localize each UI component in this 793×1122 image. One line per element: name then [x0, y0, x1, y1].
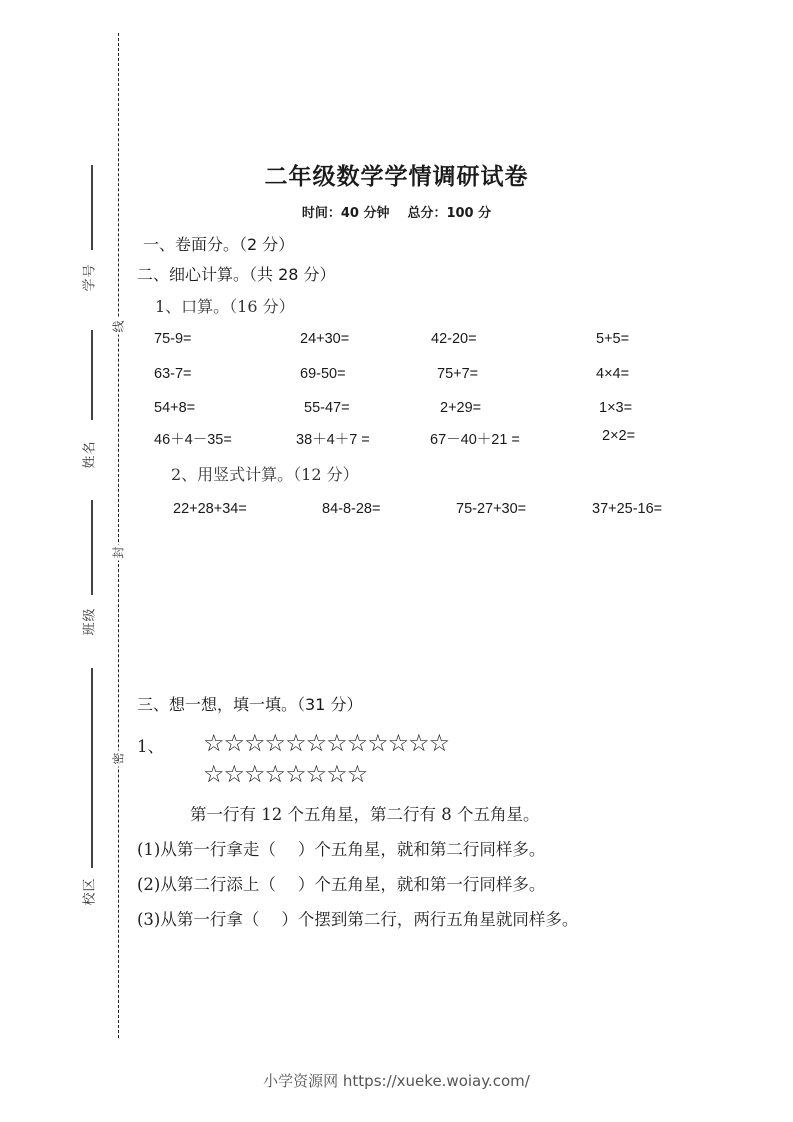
cut-mark-feng: 封 — [111, 546, 126, 559]
section3-heading: 三、想一想，填一填。（31 分） — [137, 695, 363, 714]
class-line[interactable] — [91, 668, 93, 868]
calc-item: 2×2= — [602, 428, 636, 444]
part2-heading: 2、用竖式计算。（12 分） — [171, 465, 359, 484]
calc-item: 1×3= — [599, 400, 633, 416]
name-line[interactable] — [91, 500, 93, 595]
sub-question-3-suffix: ）个摆到第二行，两行五角星就同样多。 — [281, 910, 579, 929]
sub-question-1-prefix: (1)从第一行拿走（ — [137, 840, 276, 859]
vertical-calc-item: 75-27+30= — [456, 501, 527, 517]
calc-item: 24+30= — [300, 331, 350, 347]
exam-total: 总分：100 分 — [407, 206, 492, 221]
calc-item: 5+5= — [596, 331, 630, 347]
exam-info — [0, 202, 793, 221]
section1-heading: 一、卷面分。（2 分） — [143, 235, 295, 254]
calc-item: 75+7= — [437, 366, 479, 382]
sub-question-2-prefix: (2)从第二行添上（ — [137, 875, 276, 894]
sub-question-3-prefix: (3)从第一行拿（ — [137, 910, 260, 929]
question1-description: 第一行有 12 个五角星，第二行有 8 个五角星。 — [190, 805, 540, 824]
question1-number: 1、 — [137, 737, 164, 756]
stars-row-2: ☆☆☆☆☆☆☆☆ — [203, 760, 368, 788]
calc-item: 67－40＋21 = — [430, 432, 520, 448]
cut-mark-mi: 密 — [111, 752, 126, 765]
calc-item: 4×4= — [596, 366, 630, 382]
vertical-calc-item: 84-8-28= — [322, 501, 381, 517]
class-label: 班级 — [82, 607, 98, 636]
sub-question-1 — [137, 836, 545, 860]
sub-question-2-suffix: ）个五角星，就和第一行同样多。 — [297, 875, 546, 894]
campus-label: 校区 — [82, 877, 98, 906]
calc-item: 2+29= — [440, 400, 482, 416]
name-line-top — [91, 330, 93, 420]
sub-question-3 — [137, 906, 578, 930]
page-title: 二年级数学学情调研试卷 — [264, 164, 529, 190]
part1-heading: 1、口算。（16 分） — [155, 297, 295, 316]
calc-item: 63-7= — [154, 366, 192, 382]
calc-item: 54+8= — [154, 400, 196, 416]
calc-item: 46＋4－35= — [154, 432, 232, 448]
calc-item: 55-47= — [304, 400, 350, 416]
sub-question-2 — [137, 871, 545, 895]
calc-item: 75-9= — [154, 331, 192, 347]
vertical-calc-item: 37+25-16= — [592, 501, 663, 517]
calc-item: 69-50= — [300, 366, 346, 382]
section2-heading: 二、细心计算。（共 28 分） — [137, 265, 336, 284]
footer-watermark: 小学资源网 https://xueke.woiay.com/ — [263, 1072, 530, 1090]
calc-item: 38＋4＋7 = — [296, 432, 370, 448]
sub-question-1-suffix: ）个五角星，就和第二行同样多。 — [297, 840, 546, 859]
stars-row-1: ☆☆☆☆☆☆☆☆☆☆☆☆ — [203, 729, 450, 757]
cut-mark-xian: 线 — [111, 320, 126, 333]
calc-item: 42-20= — [431, 331, 477, 347]
vertical-calc-item: 22+28+34= — [173, 501, 247, 517]
student-id-label: 学号 — [82, 263, 98, 292]
name-label: 姓名 — [82, 440, 98, 469]
exam-time: 时间：40 分钟 — [301, 206, 390, 221]
